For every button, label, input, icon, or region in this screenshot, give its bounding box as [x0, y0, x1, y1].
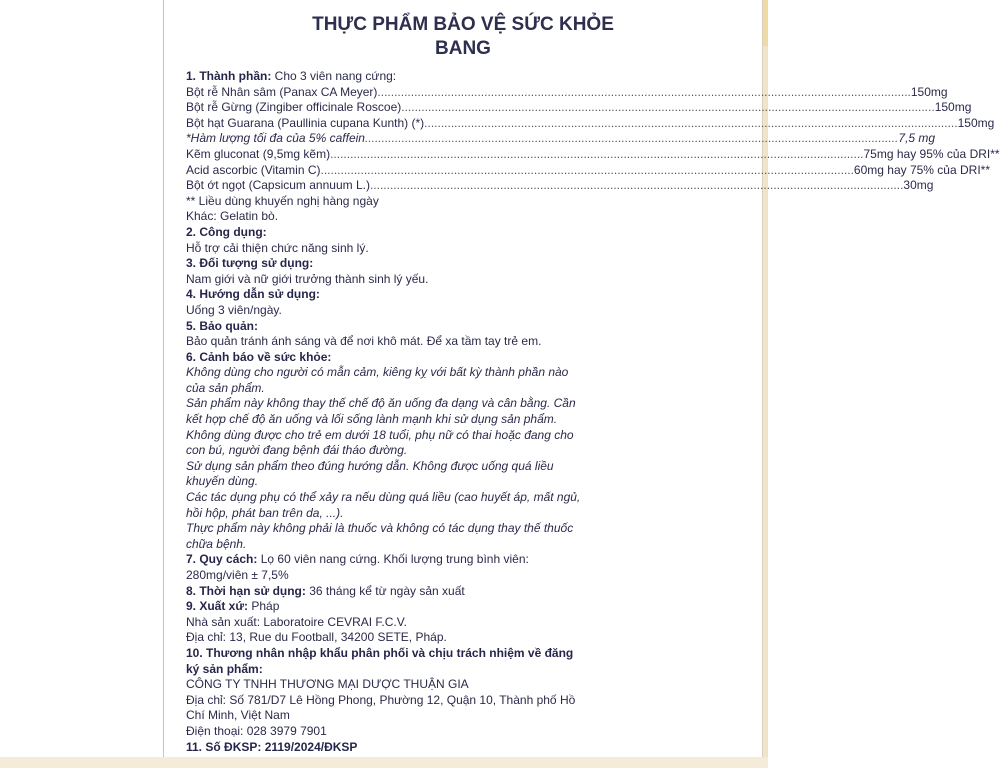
dot-leader: ................................................................................................................................................................	[330, 146, 864, 161]
background-edge-bottom	[0, 757, 768, 768]
section-uses-heading: 2. Công dụng:	[186, 224, 267, 239]
section-target-text: Nam giới và nữ giới trưởng thành sinh lý yếu.	[186, 271, 429, 286]
section-storage-heading: 5. Bảo quản:	[186, 318, 259, 333]
dri-note: ** Liều dùng khuyến nghị hàng ngày	[186, 193, 379, 208]
manufacturer: Nhà sản xuất: Laboratoire CEVRAI F.C.V.	[186, 614, 408, 629]
ingredient-name: Bột ớt ngọt (Capsicum annuum L.)	[186, 178, 370, 193]
product-title	[164, 13, 762, 61]
section-importer-heading-1: 10. Thương nhân nhập khẩu phân phối và chịu trách nhiệm về đăng	[186, 645, 574, 660]
warning-line: kết hợp chế độ ăn uống và lối sống lành mạnh khi sử dụng sản phẩm.	[186, 412, 558, 427]
ingredient-row	[186, 115, 995, 132]
ingredient-amount: 30mg	[903, 178, 934, 193]
warning-line: Không dùng được cho trẻ em dưới 18 tuổi, phụ nữ có thai hoặc đang cho	[186, 427, 574, 442]
section-packaging-weight: 280mg/viên ± 7,5%	[186, 568, 289, 582]
ingredient-amount: 75mg hay 95% của DRI**	[863, 146, 1000, 161]
warning-line: Sản phẩm này không thay thế chế độ ăn uống đa dạng và cân bằng. Cần	[186, 396, 576, 411]
warning-line: Không dùng cho người có mẫn cảm, kiêng kỵ với bất kỳ thành phần nào	[186, 365, 569, 380]
dot-leader: ................................................................................................................................................................	[377, 84, 911, 99]
section-importer-heading-2: ký sản phẩm:	[186, 661, 263, 676]
section-ingredients-heading: 1. Thành phần: Cho 3 viên nang cứng:	[186, 69, 397, 83]
section-origin: 9. Xuất xứ: Pháp	[186, 599, 280, 614]
importer-company: CÔNG TY TNHH THƯƠNG MẠI DƯỢC THUẬN GIA	[186, 677, 469, 692]
title-line-2: BANG	[435, 38, 491, 59]
importer-address-1: Địa chỉ: Số 781/D7 Lê Hồng Phong, Phường 12, Quận 10, Thành phố Hồ	[186, 692, 576, 707]
warning-line: của sản phẩm.	[186, 380, 265, 395]
label-card	[163, 0, 1000, 757]
dot-leader: ................................................................................................................................................................	[320, 162, 854, 177]
section-target-heading: 3. Đối tượng sử dụng:	[186, 256, 314, 271]
warning-line: khuyến dùng.	[186, 474, 259, 489]
other-ingredients: Khác: Gelatin bò.	[186, 209, 279, 224]
ingredient-row	[186, 162, 990, 179]
ingredient-row	[186, 131, 936, 147]
ingredient-name: *Hàm lượng tối đa của 5% caffein	[186, 131, 365, 146]
dot-leader: ................................................................................................................................................................	[401, 100, 935, 115]
ingredient-list	[186, 84, 1000, 194]
section-usage-text: Uống 3 viên/ngày.	[186, 302, 282, 317]
ingredient-amount: 150mg	[957, 115, 995, 130]
ingredient-name: Kẽm gluconat (9,5mg kẽm)	[186, 146, 331, 161]
ingredient-row	[186, 84, 948, 101]
section-shelf-life: 8. Thời hạn sử dụng: 36 tháng kể từ ngày sản xuất	[186, 583, 465, 598]
ingredient-name: Acid ascorbic (Vitamin C)	[186, 162, 321, 177]
registration-number: 11. Số ĐKSP: 2119/2024/ĐKSP	[186, 739, 358, 754]
ingredient-name: Bột hạt Guarana (Paullinia cupana Kunth) (*)	[186, 115, 425, 130]
label-content	[186, 69, 1000, 755]
ingredient-amount: 60mg hay 75% của DRI**	[853, 162, 990, 177]
ingredient-name: Bột rễ Nhân sâm (Panax CA Meyer)	[186, 84, 378, 99]
warning-line: Thực phẩm này không phải là thuốc và không có tác dụng thay thế thuốc	[186, 521, 574, 536]
warning-list	[186, 365, 751, 552]
importer-phone: Điện thoại: 028 3979 7901	[186, 723, 327, 738]
title-line-1: THỰC PHẨM BẢO VỆ SỨC KHỎE	[312, 14, 614, 35]
ingredient-amount: 7,5 mg	[898, 131, 936, 146]
dot-leader: ................................................................................................................................................................	[424, 115, 958, 130]
section-storage-text: Bảo quản tránh ánh sáng và để nơi khô mát. Để xa tầm tay trẻ em.	[186, 334, 542, 349]
section-usage-heading: 4. Hướng dẫn sử dụng:	[186, 287, 320, 302]
section-packaging: 7. Quy cách: Lọ 60 viên nang cứng. Khối lượng trung bình viên:	[186, 552, 529, 567]
ingredient-row	[186, 100, 972, 116]
warning-line: Sử dụng sản phẩm theo đúng hướng dẫn. Không được uống quá liều	[186, 458, 554, 473]
ingredient-row	[186, 178, 934, 194]
manufacturer-address: Địa chỉ: 13, Rue du Football, 34200 SETE, Pháp.	[186, 630, 447, 645]
importer-address-2: Chí Minh, Việt Nam	[186, 708, 290, 723]
ingredient-amount: 150mg	[934, 100, 972, 115]
warning-line: chữa bệnh.	[186, 536, 247, 551]
warning-line: hồi hộp, phát ban trên da, ...).	[186, 505, 344, 520]
dot-leader: ................................................................................................................................................................	[369, 178, 904, 193]
warning-line: con bú, người đang bệnh đái tháo đường.	[186, 443, 408, 458]
section-warning-heading: 6. Cảnh báo về sức khỏe:	[186, 349, 332, 364]
ingredient-amount: 150mg	[910, 84, 948, 99]
ingredient-name: Bột rễ Gừng (Zingiber officinale Roscoe)	[186, 100, 402, 115]
dot-leader: ................................................................................................................................................................	[364, 131, 899, 146]
ingredient-row	[186, 146, 1000, 163]
warning-line: Các tác dụng phụ có thể xảy ra nếu dùng quá liều (cao huyết áp, mất ngủ,	[186, 490, 581, 505]
section-uses-text: Hỗ trợ cải thiện chức năng sinh lý.	[186, 240, 369, 255]
